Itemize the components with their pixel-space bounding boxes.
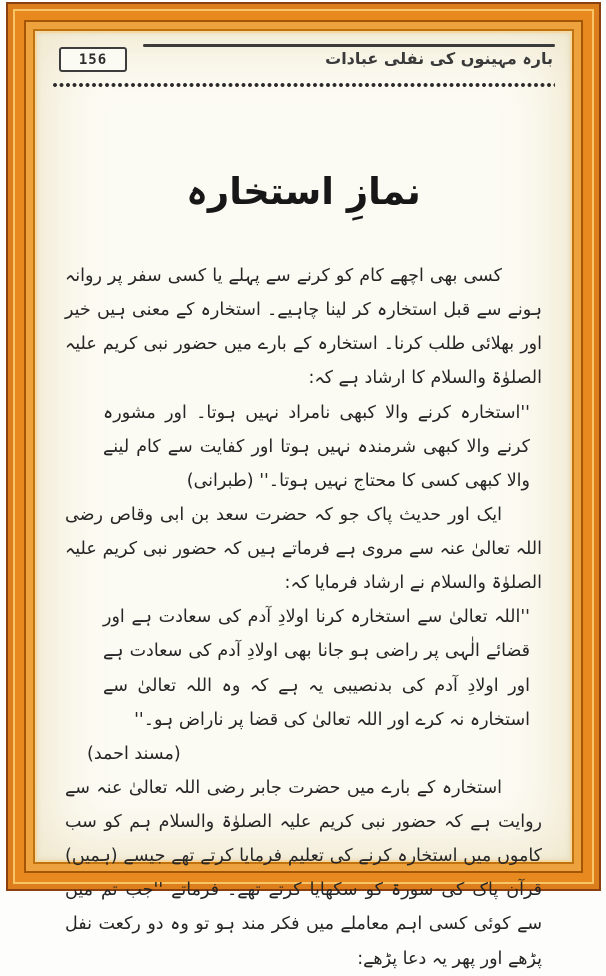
- quote-source-musnad-ahmad: (مسند احمد): [87, 743, 181, 764]
- frame-inner-line: [33, 29, 574, 969]
- frame-gold-highlight: [13, 9, 594, 969]
- hadith-quote-2: ''اللہ تعالیٰ سے استخارہ کرنا اولادِ آدم کی سعادت ہے اور قضائے الٰہی پر راضی ہو جانا بھی اولادِ آدم کی سعادت ہے اور اولادِ آدم کی بدنصیبی یہ ہے کہ وہ اللہ تعالیٰ سے استخارہ نہ کرے اور اللہ تعالیٰ کی قضا پر ناراض ہو۔'': [103, 607, 530, 730]
- running-title: بارہ مہینوں کی نفلی عبادات: [325, 49, 553, 68]
- page-header: [51, 43, 556, 79]
- book-page: [37, 33, 570, 969]
- frame-dark-line: [24, 20, 583, 969]
- chapter-title: نمازِ استخارہ: [186, 170, 421, 213]
- hadith-quote-1: [103, 396, 530, 498]
- frame-band-main: [15, 11, 592, 969]
- frame-inner-lip: [35, 31, 572, 969]
- header-rule: [143, 44, 555, 47]
- frame-band-inner: [26, 22, 581, 969]
- dotted-divider: [52, 82, 555, 88]
- hadith-quote-1-text: ''استخارہ کرنے والا کبھی نامراد نہیں ہوتا۔ اور مشورہ کرنے والا کبھی شرمندہ نہیں ہوتا اور کفایت سے کام لینے والا کبھی کسی کا محتاج نہیں ہوتا۔'': [103, 402, 530, 491]
- paragraph-intro: کسی بھی اچھے کام کو کرنے سے پہلے یا کسی سفر پر روانہ ہونے سے قبل استخارہ کر لینا چاہیے۔ استخارہ کے معنی ہیں خیر اور بھلائی طلب کرنا۔ استخارہ کے بارے میں حضور نبی کریم علیہ الصلوٰۃ والسلام کا ارشاد ہے کہ:: [65, 266, 542, 389]
- frame-band-outer: [8, 4, 599, 969]
- body-text: [65, 259, 542, 976]
- paragraph-hadith-saad: ایک اور حدیث پاک جو کہ حضرت سعد بن ابی وقاص رضی اللہ تعالیٰ عنہ سے مروی ہے فرماتے ہیں کہ حضور نبی کریم علیہ الصلوٰۃ والسلام نے ارشاد فرمایا کہ:: [65, 504, 542, 594]
- decorative-frame: [6, 2, 601, 969]
- paragraph-jabir: استخارہ کے بارے میں حضرت جابر رضی اللہ تعالیٰ عنہ سے روایت ہے کہ حضور نبی کریم علیہ الصلوٰۃ والسلام ہم کو سب کاموں میں استخارہ کرنے کی تعلیم فرمایا کرتے تھے جیسے (ہمیں) قرآن پاک کی سورۃ کو سکھایا کرتے تھے۔ فرماتے ''جب تم میں سے کوئی کسی اہم معاملے میں فکر مند ہو تو وہ دو رکعت نفل پڑھے اور پھر یہ دعا پڑھے:: [65, 777, 542, 969]
- page-number-badge: 156: [59, 47, 127, 72]
- quote-source-tabarani: (طبرانی): [186, 470, 254, 491]
